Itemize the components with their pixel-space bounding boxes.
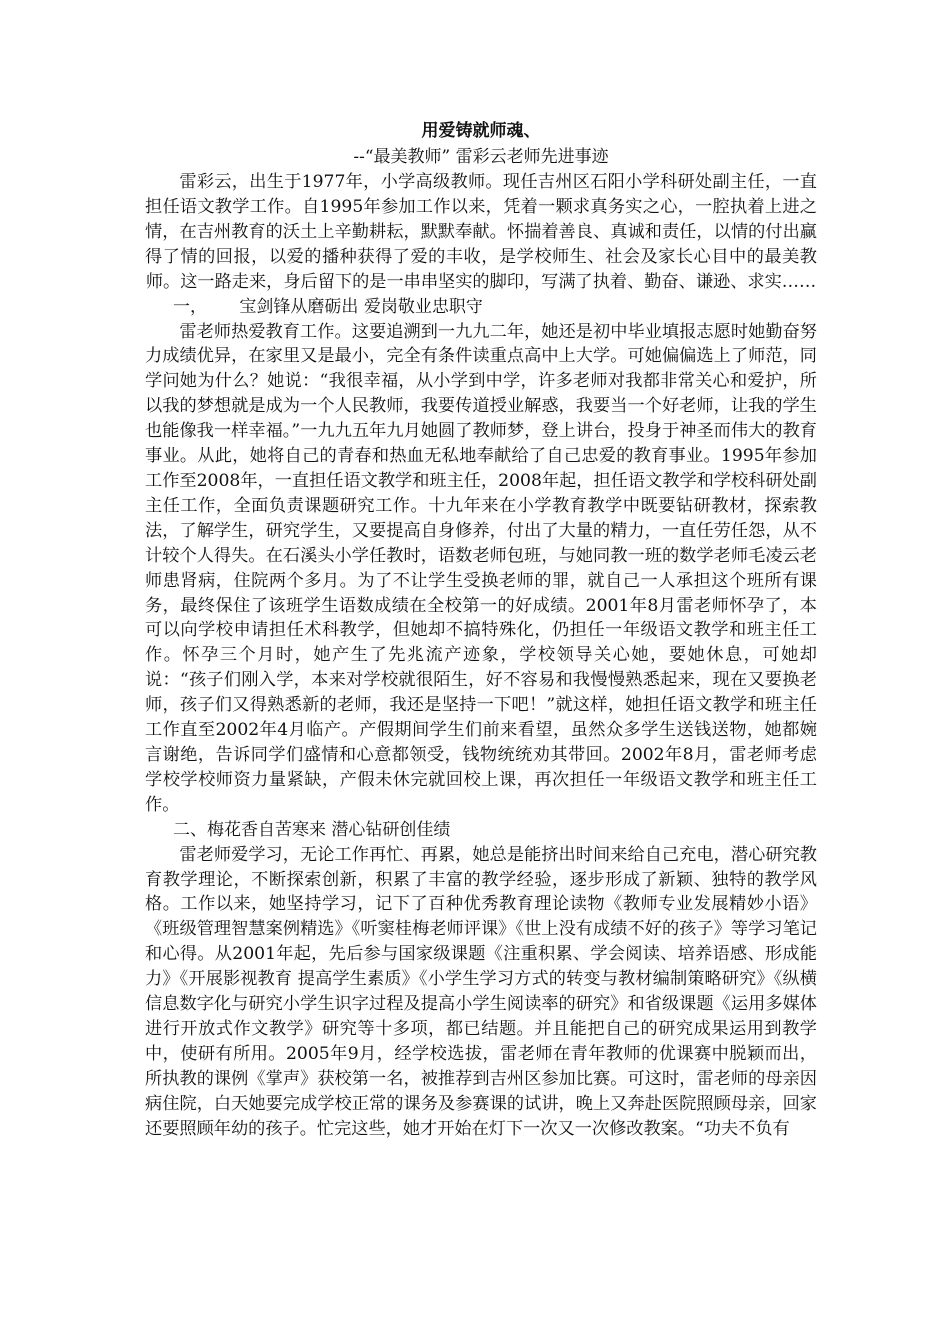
intro-paragraph: 雷彩云，出生于1977年，小学高级教师。现任吉州区石阳小学科研处副主任，一直担任语文教学工作。自1995年参加工作以来，凭着一颗求真务实之心，一腔执着上进之情，在吉州教育的沃土上辛勤耕耘，默默奉献。怀揣着善良、真诚和责任，以情的付出赢得了情的回报，以爱的播种获得了爱的丰收，是学校师生、社会及家长心目中的最美教师。这一路走来，身后留下的是一串串坚实的脚印，写满了执着、勤奋、谦逊、求实…… xyxy=(145,172,817,292)
section-1-heading: 一， 宝剑锋从磨砺出 爱岗敬业忠职守 xyxy=(173,296,483,317)
document-title: 用爱铸就师魂、 xyxy=(421,121,541,141)
document-subtitle: --“最美教师” 雷彩云老师先进事迹 xyxy=(353,147,609,167)
section-2-heading: 二、梅花香自苦寒来 潜心钻研创佳绩 xyxy=(173,819,451,840)
section-1-paragraph: 雷老师热爱教育工作。这要追溯到一九九二年，她还是初中毕业填报志愿时她勤奋努力成绩优异，在家里又是最小，完全有条件读重点高中上大学。可她偏偏选上了师范，同学问她为什么？她说：“我很幸福，从小学到中学，许多老师对我都非常关心和爱护，所以我的梦想就是成为一个人民教师，我要传道授业解惑，我要当一个好老师，让我的学生也能像我一样幸福。”一九九五年九月她圆了教师梦，登上讲台，投身于神圣而伟大的教育事业。从此，她将自己的青春和热血无私地奉献给了自己忠爱的教育事业。1995年参加工作至2008年，一直担任语文教学和班主任，2008年起，担任语文教学和学校科研处副主任工作，全面负责课题研究工作。十九年来在小学教育教学中既要钻研教材，探索教法，了解学生，研究学生，又要提高自身修养，付出了大量的精力，一直任劳任怨，从不计较个人得失。在石溪头小学任教时，语数老师包班，与她同教一班的数学老师毛凌云老师患肾病，住院两个多月。为了不让学生受换老师的罪，就自己一人承担这个班所有课务，最终保住了该班学生语数成绩在全校第一的好成绩。2001年8月雷老师怀孕了，本可以向学校申请担任术科教学，但她却不搞特殊化，仍担任一年级语文教学和班主任工作。怀孕三个月时，她产生了先兆流产迹象，学校领导关心她，要她休息，可她却说：“孩子们刚入学，本来对学校就很陌生，好不容易和我慢慢熟悉起来，现在又要换老师，孩子们又得熟悉新的老师，我还是坚持一下吧！”就这样，她担任语文教学和班主任工作直至2002年4月临产。产假期间学生们前来看望，虽然众多学生送钱送物，她都婉言谢绝，告诉同学们盛情和心意都领受，钱物统统劝其带回。2002年8月，雷老师考虑学校学校师资力量紧缺，产假未休完就回校上课，再次担任一年级语文教学和班主任工作。 xyxy=(145,321,817,815)
section-2-paragraph: 雷老师爱学习，无论工作再忙、再累，她总是能挤出时间来给自己充电，潜心研究教育教学理论，不断探索创新，积累了丰富的教学经验，逐步形成了新颖、独特的教学风格。工作以来，她坚持学习，记下了百种优秀教育理论读物《教师专业发展精妙小语》《班级管理智慧案例精选》《听窦桂梅老师评课》《世上没有成绩不好的孩子》等学习笔记和心得。从2001年起，先后参与国家级课题《注重积累、学会阅读、培养语感、形成能力》《开展影视教育 提高学生素质》《小学生学习方式的转变与教材编制策略研究》《纵横信息数字化与研究小学生识字过程及提高小学生阅读率的研究》和省级课题《运用多媒体进行开放式作文教学》研究等十多项，都已结题。并且能把自己的研究成果运用到教学中，使研有所用。2005年9月，经学校选拔，雷老师在青年教师的优课赛中脱颖而出，所执教的课例《掌声》获校第一名，被推荐到吉州区参加比赛。可这时，雷老师的母亲因病住院，白天她要完成学校正常的课务及参赛课的试讲，晚上又奔赴医院照顾母亲，回家还要照顾年幼的孩子。忙完这些，她才开始在灯下一次又一次修改教案。“功夫不负有 xyxy=(145,844,817,1139)
document-page xyxy=(145,118,817,1142)
